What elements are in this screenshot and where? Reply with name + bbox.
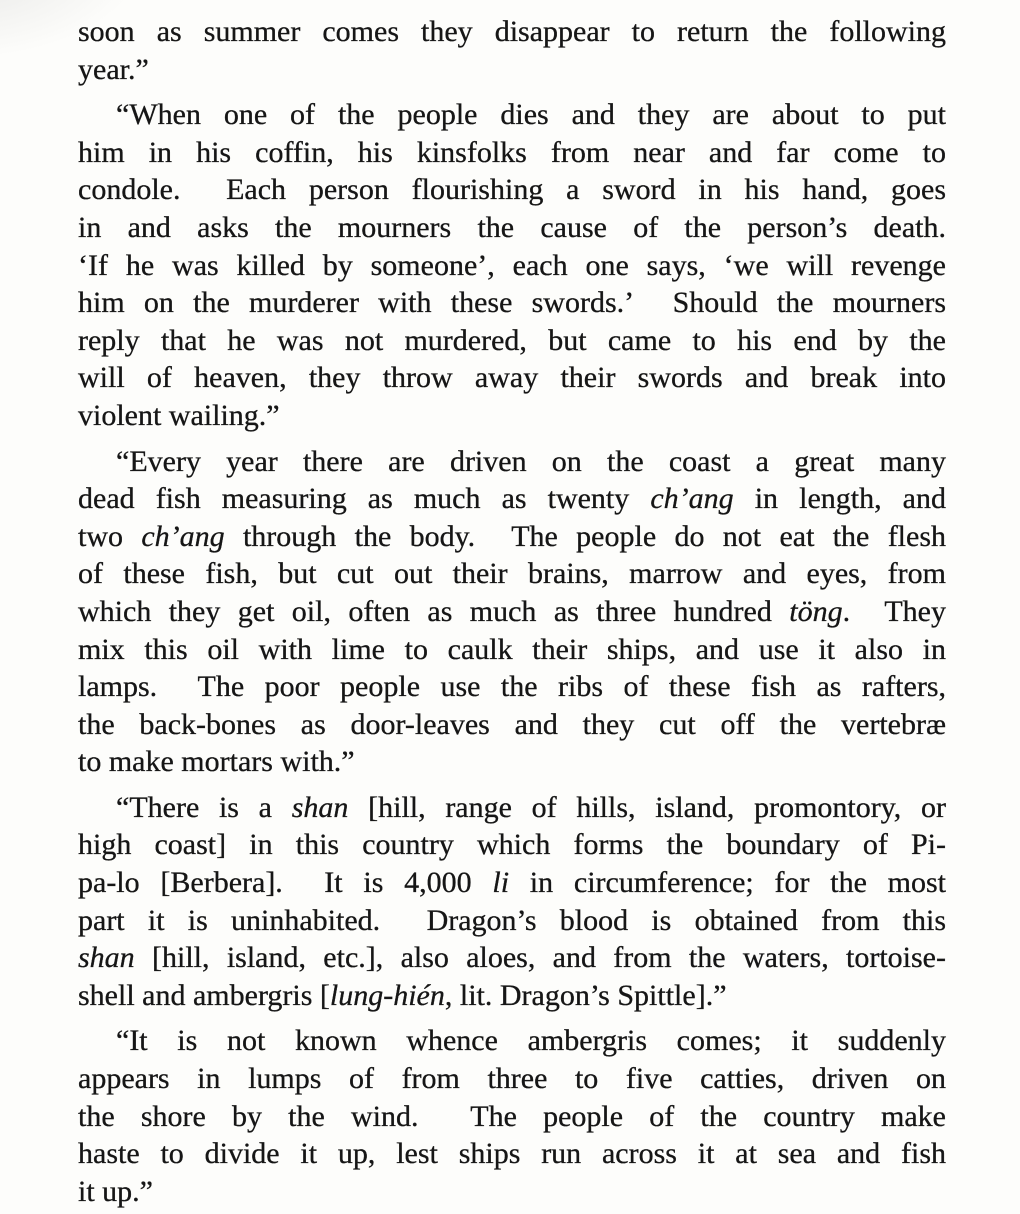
text-line bbox=[78, 247, 946, 285]
text-line bbox=[78, 480, 946, 518]
text-line bbox=[78, 826, 946, 864]
italic-term: li bbox=[492, 866, 510, 900]
text-segment: will of heaven, they throw away their swords and break into bbox=[78, 361, 946, 395]
text-segment: of these fish, but cut out their brains, marrow and eyes, from bbox=[78, 557, 946, 591]
text-segment: in and asks the mourners the cause of the person’s death. bbox=[78, 210, 946, 244]
text-segment: condole. Each person flourishing a sword in his hand, goes bbox=[78, 173, 946, 207]
text-segment: high coast] in this country which forms the boundary of Pi- bbox=[78, 828, 946, 862]
text-line bbox=[78, 706, 946, 744]
text-line bbox=[78, 134, 946, 172]
italic-term: shan bbox=[291, 790, 349, 824]
paragraph bbox=[78, 443, 946, 781]
text-line bbox=[78, 1022, 946, 1060]
text-segment: through the body. The people do not eat the flesh bbox=[224, 519, 947, 553]
text-segment: ‘If he was killed by someone’, each one says, ‘we will revenge bbox=[78, 248, 946, 282]
text-line bbox=[78, 631, 946, 669]
text-segment: . They bbox=[842, 594, 946, 628]
text-line bbox=[78, 977, 946, 1015]
text-line bbox=[78, 443, 946, 481]
text-line bbox=[78, 1173, 946, 1211]
text-line bbox=[78, 1135, 946, 1173]
text-segment: “When one of the people dies and they are about to put bbox=[116, 98, 946, 132]
text-line bbox=[78, 939, 946, 977]
text-segment: it up.” bbox=[78, 1174, 153, 1208]
text-line bbox=[78, 743, 946, 781]
paragraph bbox=[78, 789, 946, 1015]
text-segment: year.” bbox=[78, 52, 149, 86]
text-line bbox=[78, 555, 946, 593]
text-segment: “It is not known whence ambergris comes; it suddenly bbox=[116, 1024, 946, 1058]
text-segment: “Every year there are driven on the coast a great many bbox=[116, 444, 946, 478]
text-line bbox=[78, 96, 946, 134]
text-line bbox=[78, 397, 946, 435]
text-segment: to make mortars with.” bbox=[78, 745, 355, 779]
italic-term: shan bbox=[78, 941, 135, 975]
text-line bbox=[78, 322, 946, 360]
text-segment: in length, and bbox=[733, 482, 946, 516]
text-segment: violent wailing.” bbox=[78, 398, 280, 432]
text-line bbox=[78, 209, 946, 247]
paragraph bbox=[78, 1022, 946, 1210]
text-line bbox=[78, 1098, 946, 1136]
text-segment: pa-lo [Berbera]. It is 4,000 bbox=[78, 866, 493, 900]
italic-term: töng bbox=[789, 594, 843, 628]
italic-term: ch’ang bbox=[650, 482, 734, 516]
text-line bbox=[78, 593, 946, 631]
text-segment: dead fish measuring as much as twenty bbox=[78, 482, 651, 516]
text-line bbox=[78, 668, 946, 706]
text-line bbox=[78, 359, 946, 397]
text-segment: in circumference; for the most bbox=[509, 866, 946, 900]
text-segment: lamps. The poor people use the ribs of these fish as rafters, bbox=[78, 670, 946, 704]
text-segment: [hill, island, etc.], also aloes, and from the waters, tortoise- bbox=[134, 941, 946, 975]
text-line bbox=[78, 1060, 946, 1098]
text-line bbox=[78, 284, 946, 322]
text-line bbox=[78, 864, 946, 902]
text-segment: part it is uninhabited. Dragon’s blood is obtained from this bbox=[78, 903, 946, 937]
paragraph bbox=[78, 96, 946, 434]
text-segment: mix this oil with lime to caulk their ships, and use it also in bbox=[78, 632, 946, 666]
text-segment: him on the murderer with these swords.’ Should the mourners bbox=[78, 286, 946, 320]
paragraph bbox=[78, 13, 946, 88]
text-line bbox=[78, 51, 946, 89]
italic-term: lung-hién bbox=[329, 978, 445, 1012]
text-segment: [hill, range of hills, island, promontory, or bbox=[348, 790, 946, 824]
text-segment: appears in lumps of from three to five catties, driven on bbox=[78, 1062, 946, 1096]
page-text bbox=[78, 13, 946, 1210]
italic-term: ch’ang bbox=[141, 519, 225, 553]
text-segment: him in his coffin, his kinsfolks from near and far come to bbox=[78, 135, 946, 169]
text-segment: “There is a bbox=[116, 790, 292, 824]
text-line bbox=[78, 13, 946, 51]
text-segment: the back-bones as door-leaves and they cut off the vertebræ bbox=[78, 707, 946, 741]
text-segment: reply that he was not murdered, but came to his end by the bbox=[78, 323, 946, 357]
text-line bbox=[78, 171, 946, 209]
text-line bbox=[78, 789, 946, 827]
text-segment: the shore by the wind. The people of the country make bbox=[78, 1099, 946, 1133]
text-segment: soon as summer comes they disappear to return the following bbox=[78, 15, 946, 48]
text-segment: shell and ambergris [ bbox=[78, 978, 330, 1012]
text-line bbox=[78, 518, 946, 556]
text-segment: , lit. Dragon’s Spittle].” bbox=[444, 978, 727, 1012]
text-segment: haste to divide it up, lest ships run across it at sea and fish bbox=[78, 1137, 946, 1171]
text-segment: which they get oil, often as much as three hundred bbox=[78, 594, 790, 628]
text-line bbox=[78, 902, 946, 940]
text-segment: two bbox=[78, 519, 142, 553]
